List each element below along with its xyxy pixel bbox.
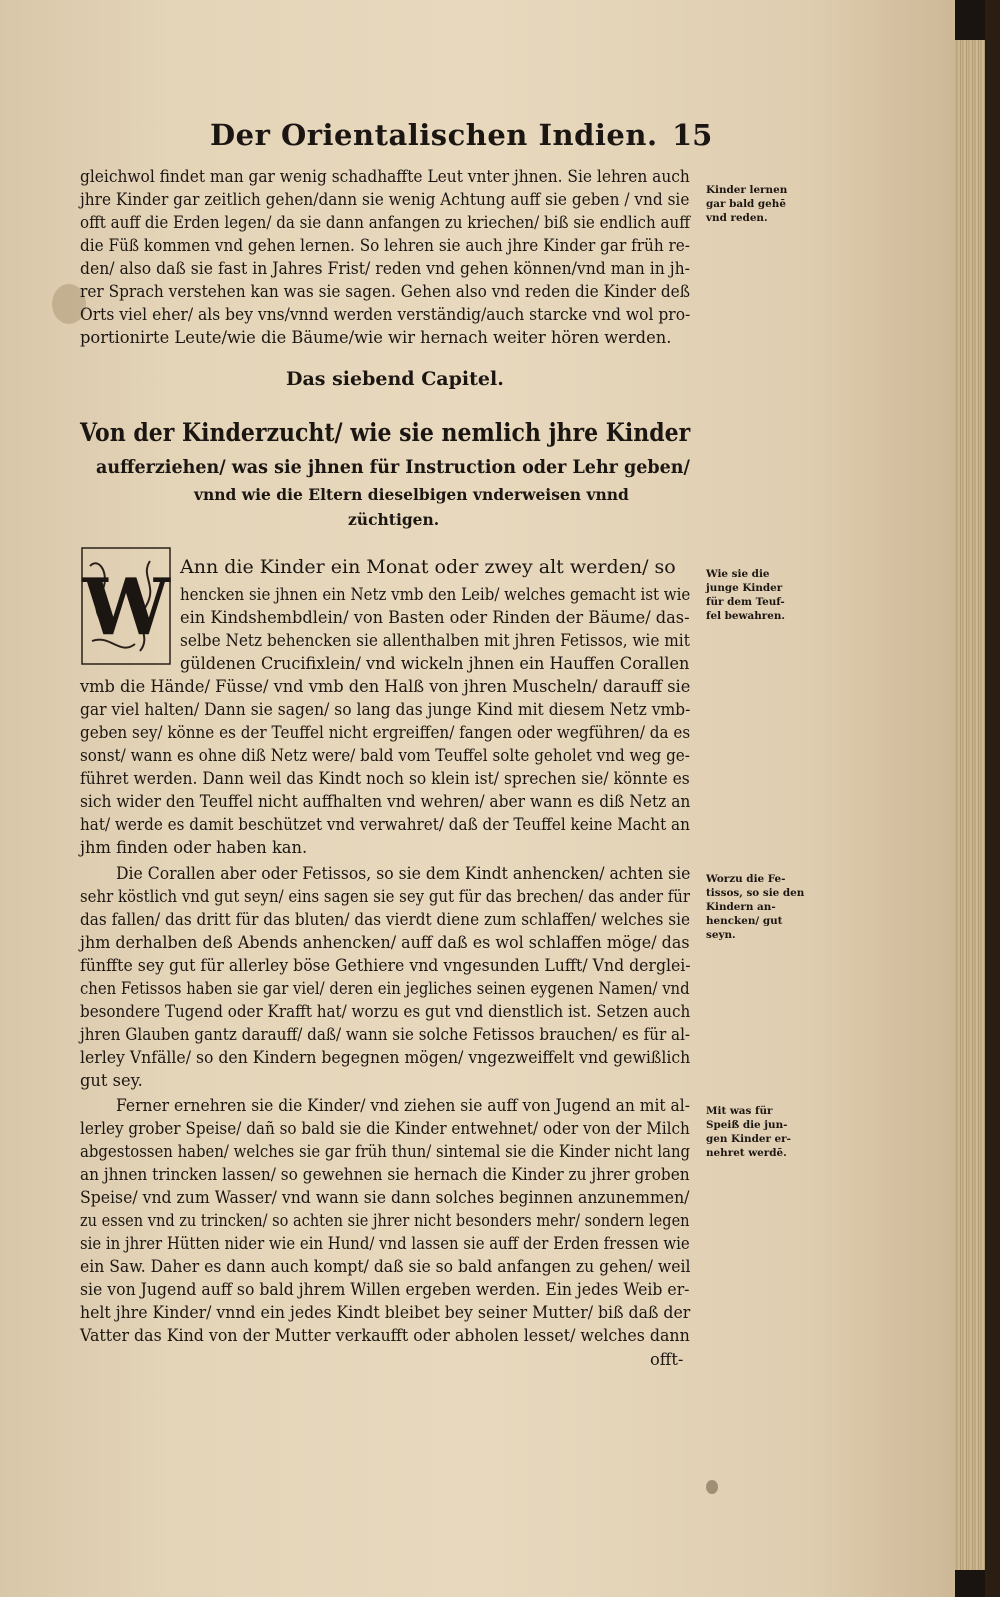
margin-note-line: junge Kinder: [706, 582, 783, 594]
text-line: zu essen vnd zu trincken/ so achten sie jhrer nicht besonders mehr/ sondern legen: [80, 1211, 690, 1230]
text-line: führet werden. Dann weil das Kindt noch so klein ist/ sprechen sie/ könnte es: [80, 769, 690, 788]
text-line: Orts viel eher/ als bey vns/vnnd werden verständig/auch starcke vnd wol pro-: [80, 305, 691, 324]
margin-note-line: seyn.: [706, 929, 736, 941]
text-line: sich wider den Teuffel nicht auffhalten vnd wehren/ aber wann es diß Netz an: [80, 792, 691, 811]
margin-note-line: Kindern an-: [706, 901, 776, 913]
text-line: lerley Vnfälle/ so den Kindern begegnen mögen/ vngezweiffelt vnd gewißlich: [80, 1048, 691, 1067]
chapter-label: Das siebend Capitel.: [286, 368, 504, 390]
text-line: sie in jhrer Hütten nider wie ein Hund/ vnd lassen sie auff der Erden fressen wie: [80, 1234, 690, 1253]
text-line: chen Fetissos haben sie gar viel/ deren ein jegliches seinen eygenen Namen/ vnd: [80, 979, 690, 998]
text-line: sehr köstlich vnd gut seyn/ eins sagen sie sey gut für das brechen/ das ander für: [80, 887, 691, 906]
margin-note-line: Kinder lernen: [706, 184, 788, 196]
text-line: den/ also daß sie fast in Jahres Frist/ reden vnd gehen können/vnd man in jh-: [80, 259, 690, 278]
text-line: jhren Glauben gantz darauff/ daß/ wann sie solche Fetissos brauchen/ es für al-: [80, 1025, 691, 1044]
text-line: selbe Netz behencken sie allenthalben mit jhren Fetissos, wie mit: [180, 631, 690, 650]
margin-note-line: gar bald gehē: [706, 198, 786, 210]
margin-note-line: fel bewahren.: [706, 610, 786, 622]
text-line: sonst/ wann es ohne diß Netz were/ bald vom Teuffel solte geholet vnd weg ge-: [80, 746, 690, 765]
text-line: abgestossen haben/ welches sie gar früh thun/ sintemal sie die Kinder nicht lang: [80, 1142, 691, 1161]
catchword: offt-: [650, 1350, 684, 1369]
text-line: ein Kindshembdlein/ von Basten oder Rinden der Bäume/ das-: [180, 608, 690, 627]
text-line: das fallen/ das dritt für das bluten/ das vierdt diene zum schlaffen/ welches sie: [80, 910, 691, 929]
text-line: ein Saw. Daher es dann auch kompt/ daß sie so bald anfangen zu gehen/ weil: [80, 1257, 691, 1276]
book-spine: [985, 0, 1000, 1597]
margin-note-line: tissos, so sie den: [706, 887, 805, 899]
text-line: vmb die Hände/ Füsse/ vnd vmb den Halß von jhren Muscheln/ darauff sie: [80, 677, 691, 696]
page-edges: [955, 40, 985, 1570]
page-number: 15: [672, 118, 713, 152]
text-line: geben sey/ könne es der Teuffel nicht ergreiffen/ fangen oder wegführen/ da es: [80, 723, 691, 742]
decorated-initial: [80, 546, 172, 666]
running-header: [210, 118, 713, 158]
margin-note-line: für dem Teuf-: [706, 596, 785, 608]
text-line: jhre Kinder gar zeitlich gehen/dann sie wenig Achtung auff sie geben / vnd sie: [80, 190, 690, 209]
chapter-heading-line: vnnd wie die Eltern dieselbigen vnderweisen vnnd: [194, 485, 629, 504]
chapter-heading-line: züchtigen.: [348, 510, 440, 529]
text-line: helt jhre Kinder/ vnnd ein jedes Kindt bleibet bey seiner Mutter/ biß daß der: [80, 1303, 691, 1322]
text-line: gar viel halten/ Dann sie sagen/ so lang das junge Kind mit diesem Netz vmb-: [80, 700, 691, 719]
initial-letter: W: [82, 562, 170, 653]
text-line: Ferner ernehren sie die Kinder/ vnd ziehen sie auff von Jugend an mit al-: [116, 1096, 690, 1115]
text-line: Die Corallen aber oder Fetissos, so sie dem Kindt anhencken/ achten sie: [116, 864, 691, 883]
text-line: offt auff die Erden legen/ da sie dann anfangen zu kriechen/ biß sie endlich auff: [80, 213, 690, 232]
text-line: Speise/ vnd zum Wasser/ vnd wann sie dann solches beginnen anzunemmen/: [80, 1188, 690, 1207]
ink-spot: [706, 1480, 718, 1494]
text-line: hat/ werde es damit beschützet vnd verwahret/ daß der Teuffel keine Macht an: [80, 815, 690, 834]
text-line: besondere Tugend oder Krafft hat/ worzu es gut vnd dienstlich ist. Setzen auch: [80, 1002, 691, 1021]
text-line: portionirte Leute/wie die Bäume/wie wir hernach weiter hören werden.: [80, 328, 672, 347]
margin-note-line: gen Kinder er-: [706, 1133, 791, 1145]
header-title: Der Orientalischen Indien.: [210, 118, 658, 152]
text-line: gleichwol findet man gar wenig schadhaffte Leut vnter jhnen. Sie lehren auch: [80, 167, 690, 186]
margin-note-line: Worzu die Fe-: [706, 873, 786, 885]
text-line: hencken sie jhnen ein Netz vmb den Leib/ welches gemacht ist wie: [180, 585, 691, 604]
chapter-heading-line: Von der Kinderzucht/ wie sie nemlich jhre Kinder: [80, 418, 691, 447]
text-line: lerley grober Speise/ dañ so bald sie die Kinder entwehnet/ oder von der Milch: [80, 1119, 690, 1138]
margin-note-line: hencken/ gut: [706, 915, 783, 927]
text-line: Ann die Kinder ein Monat oder zwey alt werden/ so: [180, 556, 676, 578]
text-line: jhm finden oder haben kan.: [80, 838, 308, 857]
text-line: güldenen Crucifixlein/ vnd wickeln jhnen ein Hauffen Corallen: [180, 654, 690, 673]
text-line: jhm derhalben deß Abends anhencken/ auff daß es wol schlaffen möge/ das: [80, 933, 690, 952]
text-line: sie von Jugend auff so bald jhrem Willen ergeben werden. Ein jedes Weib er-: [80, 1280, 690, 1299]
text-line: gut sey.: [80, 1071, 143, 1090]
text-line: Vatter das Kind von der Mutter verkaufft oder abholen lesset/ welches dann: [80, 1326, 690, 1345]
text-line: die Füß kommen vnd gehen lernen. So lehren sie auch jhre Kinder gar früh re-: [80, 236, 690, 255]
margin-note-line: Speiß die jun-: [706, 1119, 788, 1131]
text-line: an jhnen trincken lassen/ so gewehnen sie hernach die Kinder zu jhrer groben: [80, 1165, 690, 1184]
text-line: fünffte sey gut für allerley böse Gethiere vnd vngesunden Lufft/ Vnd derglei-: [80, 956, 691, 975]
margin-note-line: vnd reden.: [706, 212, 768, 224]
chapter-heading-line: aufferziehen/ was sie jhnen für Instruction oder Lehr geben/: [96, 457, 690, 478]
margin-note-line: Wie sie die: [706, 568, 770, 580]
margin-note-line: Mit was für: [706, 1105, 773, 1117]
text-line: rer Sprach verstehen kan was sie sagen. Gehen also vnd reden die Kinder deß: [80, 282, 690, 301]
margin-note-line: nehret werdē.: [706, 1147, 787, 1159]
